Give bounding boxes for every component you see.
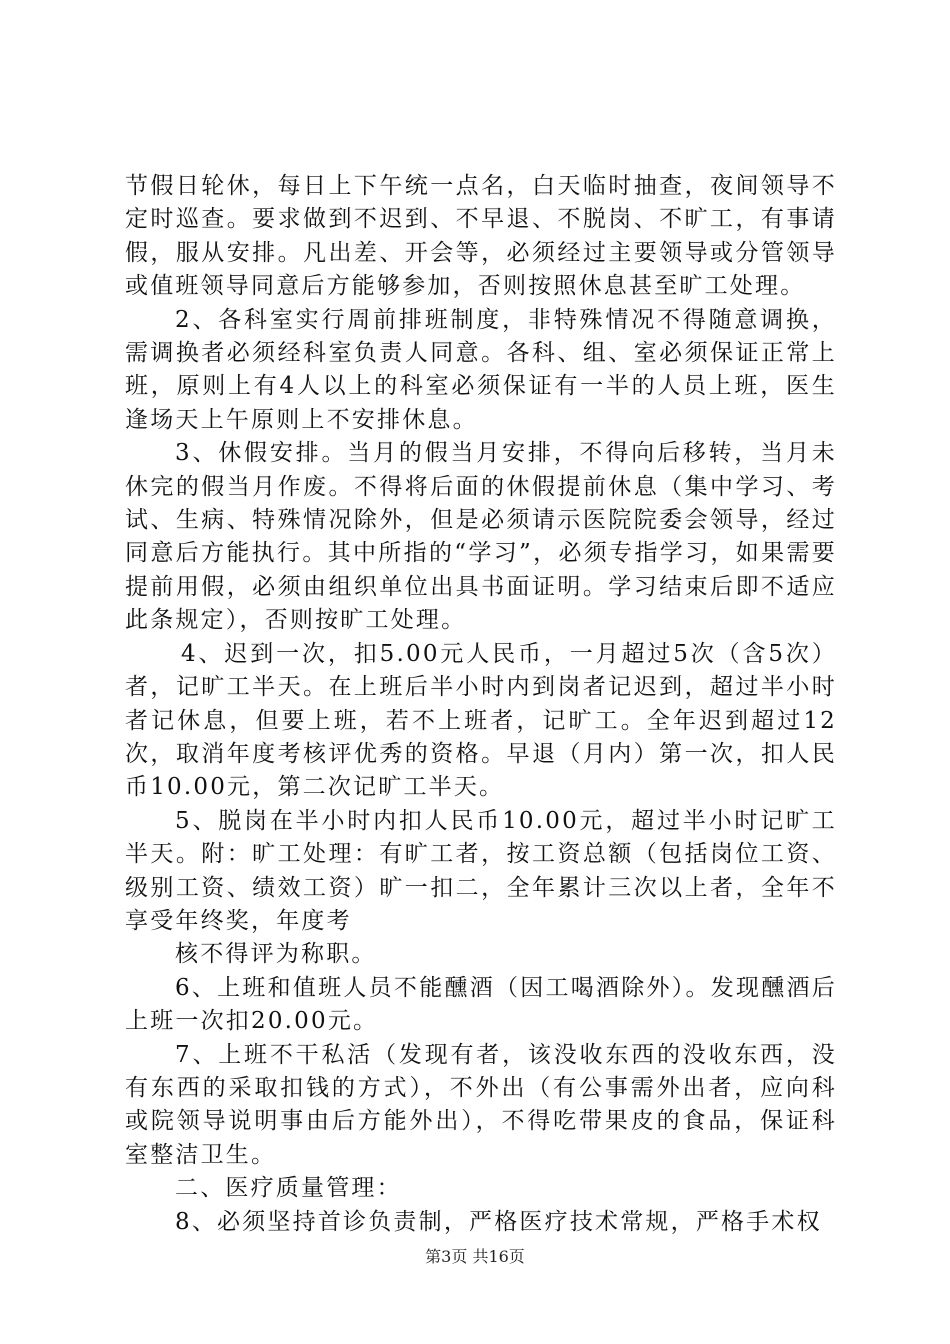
paragraph-continued-attendance: 节假日轮休，每日上下午统一点名，白天临时抽查，夜间领导不定时巡查。要求做到不迟到、不早退、不脱岗、不旷工，有事请假，服从安排。凡出差、开会等，必须经过主要领导或分管领导或值班领导同意后方能够参加，否则按照休息甚至旷工处理。 <box>125 173 837 300</box>
paragraph-item-3: 3、休假安排。当月的假当月安排，不得向后移转，当月未休完的假当月作废。不得将后面的休假提前休息（集中学习、考试、生病、特殊情况除外，但是必须请示医院院委会领导，经过同意后方能执行。其中所指的“学习”，必须专指学习，如果需要提前用假，必须由组织单位出具书面证明。学习结束后即不适应此条规定），否则按旷工处理。 <box>125 440 837 634</box>
paragraph-item-5: 5、脱岗在半小时内扣人民币10.00元，超过半小时记旷工半天。附：旷工处理：有旷工者，按工资总额（包括岗位工资、级别工资、绩效工资）旷一扣二，全年累计三次以上者，全年不享受年终奖，年度考 <box>125 807 837 934</box>
paragraph-item-4: 4、迟到一次，扣5.00元人民币，一月超过5次（含5次）者，记旷工半天。在上班后半小时内到岗者记迟到，超过半小时者记休息，但要上班，若不上班者，记旷工。全年迟到超过12次，取消年度考核评优秀的资格。早退（月内）第一次，扣人民币10.00元，第二次记旷工半天。 <box>125 640 837 801</box>
page-number-footer: 第3页 共16页 <box>425 1247 525 1266</box>
paragraph-item-5-continued: 核不得评为称职。 <box>175 941 377 968</box>
paragraph-item-2: 2、各科室实行周前排班制度，非特殊情况不得随意调换，需调换者必须经科室负责人同意。各科、组、室必须保证正常上班，原则上有4人以上的科室必须保证有一半的人员上班，医生逢场天上午原则上不安排休息。 <box>125 306 837 433</box>
paragraph-item-7: 7、上班不干私活（发现有者，该没收东西的没收东西，没有东西的采取扣钱的方式），不外出（有公事需外出者，应向科或院领导说明事由后方能外出），不得吃带果皮的食品，保证科室整洁卫生。 <box>125 1041 837 1168</box>
paragraph-item-6: 6、上班和值班人员不能醺酒（因工喝酒除外）。发现醺酒后上班一次扣20.00元。 <box>125 974 837 1035</box>
document-body <box>125 170 837 1239</box>
section-heading-medical-quality: 二、医疗质量管理： <box>175 1175 402 1202</box>
paragraph-item-8: 8、必须坚持首诊负责制，严格医疗技术常规，严格手术权 <box>175 1208 822 1235</box>
